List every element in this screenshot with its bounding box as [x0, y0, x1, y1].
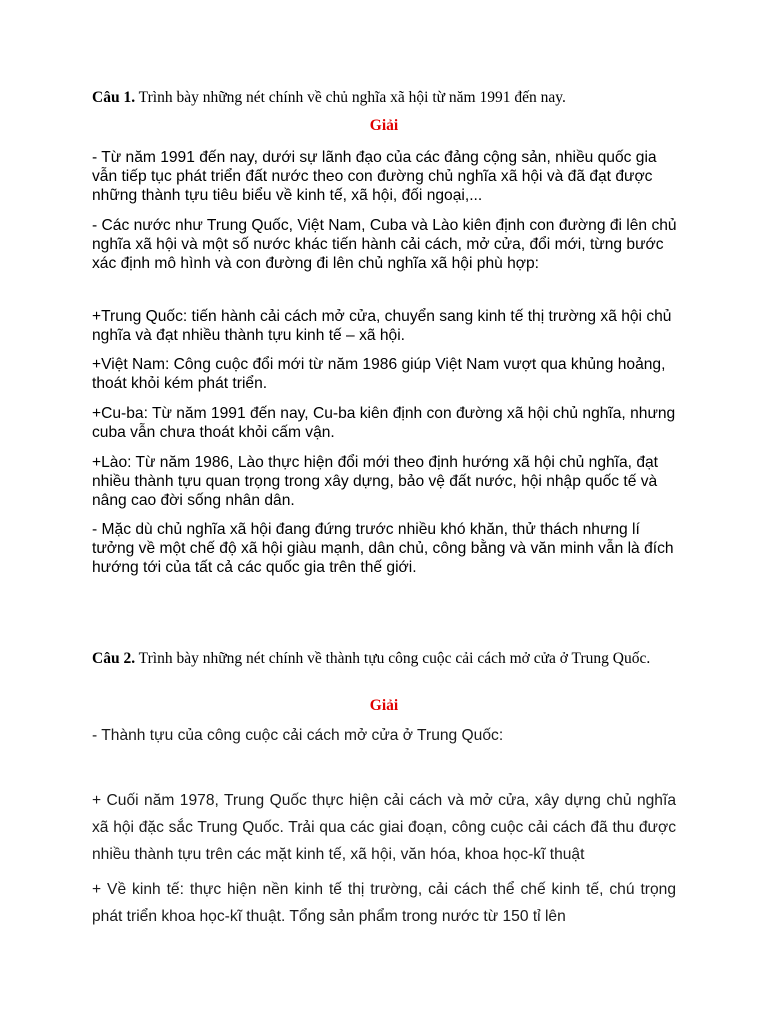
q1-paragraph-6: +Lào: Từ năm 1986, Lào thực hiện đổi mới theo định hướng xã hội chủ nghĩa, đạt nhiều thành tựu quan trọng trong xây dựng, bảo vệ đất nước, hội nhập quốc tế và nâng cao đời sống nhân dân.	[92, 454, 659, 509]
q2-paragraph-2: + Cuối năm 1978, Trung Quốc thực hiện cải cách và mở cửa, xây dựng chủ nghĩa xã hội đặc sắc Trung Quốc. Trải qua các giai đoạn, công cuộc cải cách đã thu được nhiều thành tựu trên các mặt kinh tế, xã hội, văn hóa, khoa học-kĩ thuật	[92, 792, 676, 863]
question-2-label: Câu 2.	[92, 650, 136, 667]
q1-paragraph-3: +Trung Quốc: tiến hành cải cách mở cửa, chuyển sang kinh tế thị trường xã hội chủ nghĩa và đạt nhiều thành tựu kinh tế – xã hội.	[92, 308, 672, 344]
q2-paragraph-1: - Thành tựu của công cuộc cải cách mở cửa ở Trung Quốc:	[92, 727, 504, 744]
q1-paragraph-7: - Mặc dù chủ nghĩa xã hội đang đứng trước nhiều khó khăn, thử thách nhưng lí tưởng về một chế độ xã hội giàu mạnh, dân chủ, công bằng và văn minh vẫn là đích hướng tới của tất cả các quốc gia trên thế giới.	[92, 521, 674, 576]
q1-paragraph-5: +Cu-ba: Từ năm 1991 đến nay, Cu-ba kiên định con đường xã hội chủ nghĩa, nhưng cuba vẫn chưa thoát khỏi cấm vận.	[92, 405, 676, 441]
q1-paragraph-4: +Việt Nam: Công cuộc đổi mới từ năm 1986 giúp Việt Nam vượt qua khủng hoảng, thoát khỏi kém phát triển.	[92, 356, 666, 392]
question-1-text: Trình bày những nét chính về chủ nghĩa xã hội từ năm 1991 đến nay.	[135, 89, 566, 106]
answer-2-heading: Giải	[369, 697, 399, 714]
q1-paragraph-1: - Từ năm 1991 đến nay, dưới sự lãnh đạo của các đảng cộng sản, nhiều quốc gia vẫn tiếp tục phát triển đất nước theo con đường chủ nghĩa xã hội và đã đạt được những thành tựu tiêu biểu về kinh tế, xã hội, đối ngoại,...	[92, 149, 657, 204]
question-1-label: Câu 1.	[92, 89, 136, 106]
question-1-title	[92, 88, 682, 108]
q2-paragraph-3: + Về kinh tế: thực hiện nền kinh tế thị trường, cải cách thể chế kinh tế, chú trọng phát triển khoa học-kĩ thuật. Tổng sản phẩm trong nước từ 150 tỉ lên	[92, 881, 676, 925]
q1-paragraph-2: - Các nước như Trung Quốc, Việt Nam, Cuba và Lào kiên định con đường đi lên chủ nghĩa xã hội và một số nước khác tiến hành cải cách, mở cửa, đổi mới, từng bước xác định mô hình và con đường đi lên chủ nghĩa xã hội phù hợp:	[92, 217, 677, 272]
question-2-title	[92, 649, 682, 669]
question-2-text: Trình bày những nét chính về thành tựu công cuộc cải cách mở cửa ở Trung Quốc.	[135, 650, 651, 667]
answer-1-heading: Giải	[369, 117, 399, 134]
